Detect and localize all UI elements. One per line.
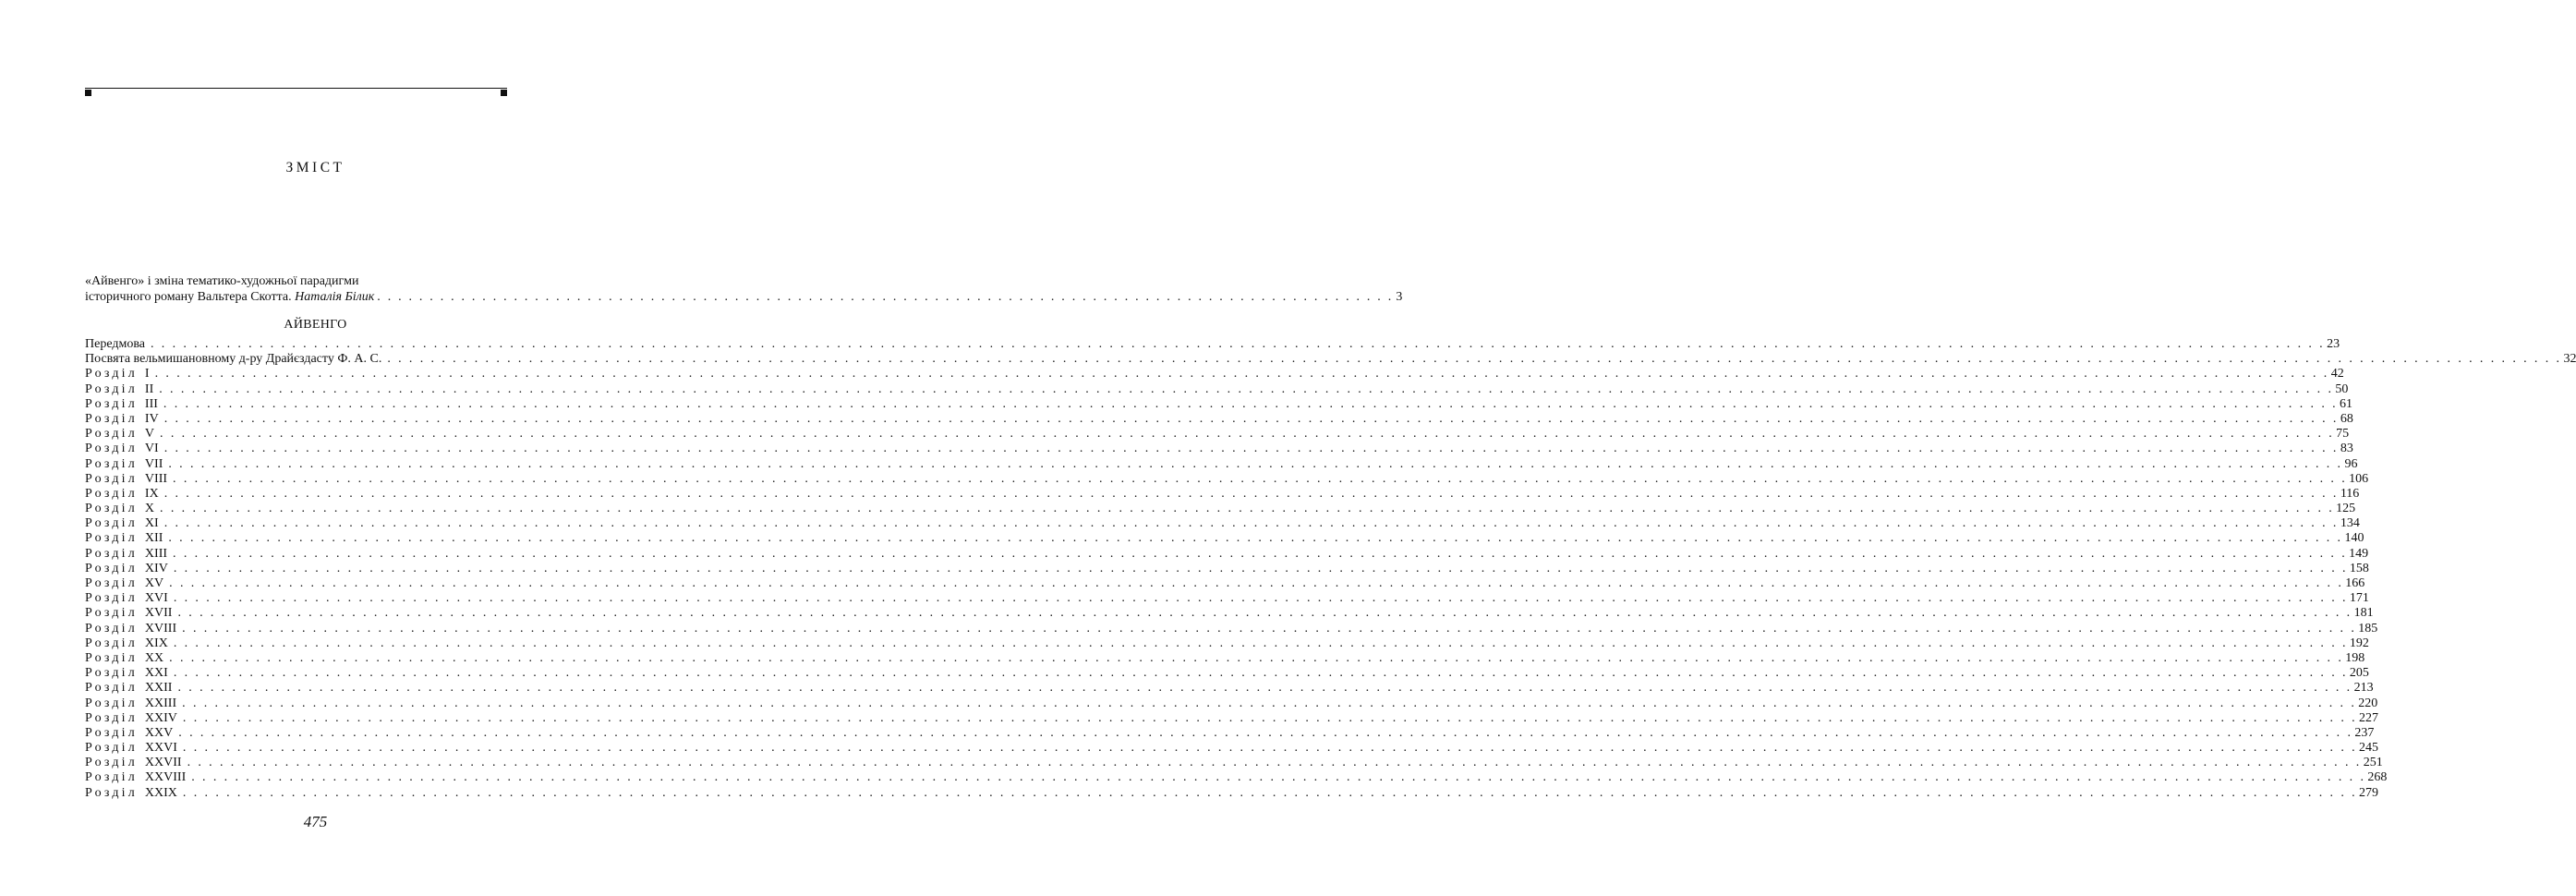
dot-leader: . . . . . . . . . . . . . . . . . . . . . . . . . . . . . . . . . . . . . . . . . . . . . . . . . . . . . . . . . . . . . . . . . . . . . . . . . . . . . . . . . . . . . . . . . . . . . . . . . . . . . . . . . . . . . . . . . . . . . . . . . . . . . . . . . . . . . . . . . . . . . . . . . . . . . . . . . . . . . . . . . . . . . . . . . . . . . . . . . . . . . . . . . . . . . . . . . . . . . . . .	[173, 561, 2348, 575]
toc-entry-page: 83	[2340, 442, 2353, 456]
toc-entry	[85, 502, 2356, 516]
toc-entry-page: 42	[2330, 367, 2344, 381]
toc-entry	[85, 381, 2349, 397]
dot-leader: . . . . . . . . . . . . . . . . . . . . . . . . . . . . . . . . . . . . . . . . . . . . . . . . . . . . . . . . . . . . . . . . . . . . . . . . . . . . . . . . . . . . . . . . . . . . . . . . . . . . . . . . . . . . . . . . . . . . . . . . . . . . . . . . . . . . . . . . . . . . . . . . . . . . . . . . . . . . . . . . . . . . . . . . . . . . . . . . . . . . . . . . . . . . . . . . . . . . . . . .	[182, 741, 2358, 756]
dot-leader: . . . . . . . . . . . . . . . . . . . . . . . . . . . . . . . . . . . . . . . . . . . . . . . . . . . . . . . . . . . . . . . . . . . . . . . . . . . . . . . . . . . . . . . . . . . . . . . . . . . . . . . . . . . . . . . . . . . . . . . . . . . . . . . . . . . . . . . . . . . . . . . . . . . . . . . . . . . . . . . . . . . . . . . . . . . . . . . . . . . . . . . . . . . . . . . . . . . . . . . .	[178, 725, 2353, 740]
toc-entry-number: XXIX	[144, 785, 177, 800]
dot-leader: . . . . . . . . . . . . . . . . . . . . . . . . . . . . . . . . . . . . . . . . . . . . . . . . . . . . . . . . . . . . . . . . . . . . . . . . . . . . . . . . . . . . . . . . . . . . . . . . . . . . . . . . . . . . . . . . . . . . . . . . . . . . . . . . . . . . . . . . . . . . . . . . . . . . . . . . . . . . . . . . . . . . . . . . . . . . . . . . . . . . . . . . . . . . . . . . . . . . . . . .	[182, 710, 2358, 725]
toc-entry-number: I	[144, 367, 150, 381]
toc-entry-label: Передмова	[85, 337, 145, 351]
toc-entry	[85, 621, 2378, 636]
toc-entry-number: XXIII	[144, 696, 177, 710]
toc-entry-page: 50	[2335, 381, 2349, 396]
toc-entry	[85, 367, 2344, 381]
toc-entry-label: Розділ	[85, 681, 138, 696]
toc-entry	[85, 516, 2360, 531]
toc-entry-number: XVII	[144, 606, 173, 621]
toc-entry-page: 251	[2363, 756, 2383, 770]
header-rule	[85, 88, 507, 89]
toc-entry-label: Розділ	[85, 502, 138, 516]
toc-entry-label: Розділ	[85, 770, 138, 785]
toc-entry	[85, 561, 2369, 576]
toc-entry-number: XXV	[144, 725, 174, 740]
toc-entry-label: Розділ	[85, 442, 138, 456]
toc-entry	[85, 427, 2350, 442]
toc-entry-page: 192	[2349, 636, 2369, 650]
dot-leader: . . . . . . . . . . . . . . . . . . . . . . . . . . . . . . . . . . . . . . . . . . . . . . . . . . . . . . . . . . . . . . . . . . . . . . . . . . . . . . . . . . . . . . . . . . . . . . . . . . . . . . . . . . . . . . . . . . . . . . . . . . . . . . . . . . . . . . . . . . . . . . . . . . . . . . . . . . . . . . . . . . . . . . . . . . . . . . . . . . . . . . . . . . . . . . . . . . . . . . . .	[163, 442, 2339, 456]
toc-entry-label: Розділ	[85, 725, 138, 740]
toc-entry	[85, 576, 2365, 591]
dot-leader: . . . . . . . . . . . . . . . . . . . . . . . . . . . . . . . . . . . . . . . . . . . . . . . . . . . . . . . . . . . . . . . . . . . . . . . . . . . . . . . . . . . . . . . . . . . . . . . . . . . . . . . . . . . . . . . . . . . . . . . . . . . . . . . . . . . . . . . . . . . . . . . . . . . . . . . . . . . . . . . . . . . . . . . . . . . . . . . . . . . . . . . . . . . . . . . . . . . . . . . .	[168, 531, 2343, 546]
toc-entry-page: 220	[2358, 696, 2378, 710]
toc-entry-number: XXI	[144, 666, 168, 681]
toc-entry-number: II	[144, 381, 154, 396]
toc-entry-number: VIII	[144, 471, 168, 486]
toc-entry-page: 185	[2358, 621, 2378, 636]
toc-entry-number: XVIII	[144, 621, 177, 636]
toc-entry-number: XXVI	[144, 741, 177, 756]
dot-leader: . . . . . . . . . . . . . . . . . . . . . . . . . . . . . . . . . . . . . . . . . . . . . . . . . . . . . . . . . . . . . . . . . . . . . . . . . . . . . . . . . . . . . . . . . . . . . . . . . . . . . . . . . . . . . . . . . . . . . . . . . . . . . . . . . . . . . . . . . . . . . . . . . . . . . . . . . . . . . . . . . . . . . . . . . . . . . . . . . . . . . . . . . . . . . . . . . . . . . . . .	[169, 576, 2344, 590]
toc-list	[85, 337, 2576, 801]
dot-leader: . . . . . . . . . . . . . . . . . . . . . . . . . . . . . . . . . . . . . . . . . . . . . . . . . . . . . . . . . . . . . . . . . . . . . . . . . . . . . . . . . . . . . . . . . . . . . . . . . . . . . . . . . . . . . . . . . . . . . . . . . . . . . . . . . . . . . . . . . . . . . . . . . . . . . . . . . . . . . . . . . . . . . . . . . . . . . . . . . . . . . . . . . . . . . . . . . . . . . . . .	[163, 411, 2339, 426]
dot-leader: . . . . . . . . . . . . . . . . . . . . . . . . . . . . . . . . . . . . . . . . . . . . . . . . . . . . . . . . . . . . . . . . . . . . . . . . . . . . . . . . . . . . . . . . . . . . . . . . . . . . . . . . . . . . . . . . . . . . . . . . . . . . . . . . . . . . . . . . . . . . . . . . . . . . . . . . . . . . . . . . . . . . . . . . . . . . . . . . . . . . . . . . . . . . . . . . . . . . . . . .	[154, 367, 2329, 381]
toc-entry	[85, 352, 2576, 367]
toc-entry-number: XIV	[144, 561, 168, 575]
toc-entry	[85, 785, 2379, 801]
toc-entry-page: 279	[2359, 785, 2379, 800]
toc-entry	[85, 442, 2353, 456]
toc-entry-page: 32	[2563, 352, 2576, 367]
toc-entry	[85, 710, 2379, 726]
toc-entry	[85, 696, 2378, 711]
toc-entry	[85, 531, 2364, 546]
intro-page: 3	[1396, 290, 1403, 304]
dot-leader: . . . . . . . . . . . . . . . . . . . . . . . . . . . . . . . . . . . . . . . . . . . . . . . . . . . . . . . . . . . . . . . . . . . . . . . . . . . . . . . . . . . . . . . . . . . . . . . . . . . . . . . . . . . . . . . . . . . . . . . . . . . . . . . . . . . . . . . . . . . . . . . . . . . . . . . . . . . . . . . . . . . . . . . . . . . . . . . . . . . . . . . . . . . . . . . . . . . . . . . .	[187, 756, 2362, 770]
toc-entry	[85, 650, 2365, 666]
dot-leader: . . . . . . . . . . . . . . . . . . . . . . . . . . . . . . . . . . . . . . . . . . . . . . . . . . . . . . . . . . . . . . . . . . . . . . . . . . . . . . . . . . . . . . . . . . . . . . . . .	[377, 290, 1394, 304]
toc-entry-number: IV	[144, 411, 159, 426]
dot-leader: . . . . . . . . . . . . . . . . . . . . . . . . . . . . . . . . . . . . . . . . . . . . . . . . . . . . . . . . . . . . . . . . . . . . . . . . . . . . . . . . . . . . . . . . . . . . . . . . . . . . . . . . . . . . . . . . . . . . . . . . . . . . . . . . . . . . . . . . . . . . . . . . . . . . . . . . . . . . . . . . . . . . . . . . . . . . . . . . . . . . . . . . . . . . . . . . . . . . . . . .	[182, 621, 2357, 636]
toc-entry-page: 68	[2340, 411, 2353, 426]
header-square-right-icon	[501, 90, 507, 96]
toc-entry	[85, 770, 2388, 785]
toc-entry-label: Розділ	[85, 471, 138, 486]
toc-entry-label: Розділ	[85, 427, 138, 442]
intro-author: Наталія Білик	[295, 290, 375, 304]
toc-entry-page: 166	[2345, 576, 2365, 590]
toc-entry-number: XI	[144, 516, 159, 531]
toc-entry-page: 181	[2353, 606, 2374, 621]
dot-leader: . . . . . . . . . . . . . . . . . . . . . . . . . . . . . . . . . . . . . . . . . . . . . . . . . . . . . . . . . . . . . . . . . . . . . . . . . . . . . . . . . . . . . . . . . . . . . . . . . . . . . . . . . . . . . . . . . . . . . . . . . . . . . . . . . . . . . . . . . . . . . . . . . . . . . . . . . . . . . . . . . . . . . . . . . . . . . . . . . . . . . . . . . . . . . . . . . . . . . . . .	[191, 770, 2366, 785]
toc-entry	[85, 681, 2374, 696]
toc-entry-number: XXII	[144, 681, 173, 696]
toc-entry-page: 149	[2349, 546, 2369, 561]
toc-entry-page: 268	[2367, 770, 2388, 785]
toc-entry-number: XXIV	[144, 710, 177, 725]
toc-entry-page: 205	[2349, 666, 2369, 681]
toc-entry-page: 245	[2359, 741, 2379, 756]
toc-entry-label: Розділ	[85, 606, 138, 621]
toc-entry-number: XXVII	[144, 756, 182, 770]
toc-entry-label: Посвята вельмишановному д-ру Драйєздасту Ф. А. С.	[85, 352, 382, 367]
page-title: ЗМІСТ	[285, 160, 345, 176]
dot-leader: . . . . . . . . . . . . . . . . . . . . . . . . . . . . . . . . . . . . . . . . . . . . . . . . . . . . . . . . . . . . . . . . . . . . . . . . . . . . . . . . . . . . . . . . . . . . . . . . . . . . . . . . . . . . . . . . . . . . . . . . . . . . . . . . . . . . . . . . . . . . . . . . . . . . . . . . . . . . . . . . . . . . . . . . . . . . . . . . . . . . . . . . . . . . . . . . . . . . . . . .	[160, 427, 2335, 442]
intro-line-2	[85, 289, 1403, 305]
toc-entry-label: Розділ	[85, 710, 138, 725]
dot-leader: . . . . . . . . . . . . . . . . . . . . . . . . . . . . . . . . . . . . . . . . . . . . . . . . . . . . . . . . . . . . . . . . . . . . . . . . . . . . . . . . . . . . . . . . . . . . . . . . . . . . . . . . . . . . . . . . . . . . . . . . . . . . . . . . . . . . . . . . . . . . . . . . . . . . . . . . . . . . . . . . . . . . . . . . . . . . . . . . . . . . . . . . . . . . . . . . . . . . . . . .	[173, 546, 2348, 561]
toc-entry-number: XVI	[144, 591, 168, 606]
intro-line-1: «Айвенго» і зміна тематико-художньої парадигми	[85, 274, 359, 288]
toc-entry-label: Розділ	[85, 531, 138, 546]
toc-entry	[85, 396, 2353, 412]
toc-entry-page: 158	[2349, 561, 2369, 575]
toc-entry-label: Розділ	[85, 396, 138, 411]
toc-entry-page: 213	[2353, 681, 2374, 696]
toc-entry	[85, 606, 2374, 621]
dot-leader: . . . . . . . . . . . . . . . . . . . . . . . . . . . . . . . . . . . . . . . . . . . . . . . . . . . . . . . . . . . . . . . . . . . . . . . . . . . . . . . . . . . . . . . . . . . . . . . . . . . . . . . . . . . . . . . . . . . . . . . . . . . . . . . . . . . . . . . . . . . . . . . . . . . . . . . . . . . . . . . . . . . . . . . . . . . . . . . . . . . . . . . . . . . . . . . . . . . . . . . .	[173, 666, 2348, 681]
dot-leader: . . . . . . . . . . . . . . . . . . . . . . . . . . . . . . . . . . . . . . . . . . . . . . . . . . . . . . . . . . . . . . . . . . . . . . . . . . . . . . . . . . . . . . . . . . . . . . . . . . . . . . . . . . . . . . . . . . . . . . . . . . . . . . . . . . . . . . . . . . . . . . . . . . . . . . . . . . . . . . . . . . . . . . . . . . . . . . . . . . . . . . . . . . . . . . . . . . . . . . . .	[163, 396, 2339, 411]
toc-entry-number: VI	[144, 442, 159, 456]
toc-entry-label: Розділ	[85, 576, 138, 590]
toc-entry-page: 125	[2336, 502, 2356, 516]
toc-entry-label: Розділ	[85, 621, 138, 636]
toc-entry-page: 75	[2336, 427, 2350, 442]
toc-entry-label: Розділ	[85, 666, 138, 681]
intro-line-2-text: історичного роману Вальтера Скотта.	[85, 290, 292, 304]
toc-entry-number: XII	[144, 531, 163, 546]
toc-entry-number: VII	[144, 456, 163, 471]
toc-entry-page: 134	[2340, 516, 2360, 531]
toc-entry-label: Розділ	[85, 636, 138, 650]
toc-entry-label: Розділ	[85, 591, 138, 606]
toc-entry-page: 227	[2359, 710, 2379, 725]
toc-entry-label: Розділ	[85, 516, 138, 531]
toc-entry	[85, 725, 2375, 741]
toc-entry-number: XX	[144, 650, 164, 665]
toc-entry-label: Розділ	[85, 381, 138, 396]
toc-entry	[85, 471, 2369, 487]
toc-entry-label: Розділ	[85, 696, 138, 710]
toc-entry-label: Розділ	[85, 456, 138, 471]
page-number: 475	[303, 813, 328, 830]
toc-entry-page: 140	[2344, 531, 2364, 546]
toc-entry	[85, 456, 2358, 472]
toc-entry-label: Розділ	[85, 367, 138, 381]
toc-entry-page: 116	[2340, 486, 2360, 501]
toc-entry	[85, 337, 2340, 352]
dot-leader: . . . . . . . . . . . . . . . . . . . . . . . . . . . . . . . . . . . . . . . . . . . . . . . . . . . . . . . . . . . . . . . . . . . . . . . . . . . . . . . . . . . . . . . . . . . . . . . . . . . . . . . . . . . . . . . . . . . . . . . . . . . . . . . . . . . . . . . . . . . . . . . . . . . . . . . . . . . . . . . . . . . . . . . . . . . . . . . . . . . . . . . . . . . . . . . . . . . . . . . .	[160, 502, 2335, 516]
dot-leader: . . . . . . . . . . . . . . . . . . . . . . . . . . . . . . . . . . . . . . . . . . . . . . . . . . . . . . . . . . . . . . . . . . . . . . . . . . . . . . . . . . . . . . . . . . . . . . . . . . . . . . . . . . . . . . . . . . . . . . . . . . . . . . . . . . . . . . . . . . . . . . . . . . . . . . . . . . . . . . . . . . . . . . . . . . . . . . . . . . . . . . . . . . . . . . . . . . . . . . . .	[168, 456, 2343, 471]
toc-entry-label: Розділ	[85, 546, 138, 561]
toc-entry-number: XIX	[144, 636, 168, 650]
toc-entry-number: X	[144, 502, 155, 516]
toc-entry	[85, 411, 2353, 427]
dot-leader: . . . . . . . . . . . . . . . . . . . . . . . . . . . . . . . . . . . . . . . . . . . . . . . . . . . . . . . . . . . . . . . . . . . . . . . . . . . . . . . . . . . . . . . . . . . . . . . . . . . . . . . . . . . . . . . . . . . . . . . . . . . . . . . . . . . . . . . . . . . . . . . . . . . . . . . . . . . . . . . . . . . . . . . . . . . . . . . . . . . . . . . . . . . . . . . . . . . . . . . .	[163, 516, 2339, 531]
dot-leader: . . . . . . . . . . . . . . . . . . . . . . . . . . . . . . . . . . . . . . . . . . . . . . . . . . . . . . . . . . . . . . . . . . . . . . . . . . . . . . . . . . . . . . . . . . . . . . . . . . . . . . . . . . . . . . . . . . . . . . . . . . . . . . . . . . . . . . . . . . . . . . . . . . . . . . . . . . . . . . . . . . . . . . . . . . . . . . . . . . . . . . . . . . . . . . . . . . . . . . . .	[177, 606, 2352, 621]
dot-leader: . . . . . . . . . . . . . . . . . . . . . . . . . . . . . . . . . . . . . . . . . . . . . . . . . . . . . . . . . . . . . . . . . . . . . . . . . . . . . . . . . . . . . . . . . . . . . . . . . . . . . . . . . . . . . . . . . . . . . . . . . . . . . . . . . . . . . . . . . . . . . . . . . . . . . . . . . . . . . . . . . . . . . . . . . . . . . . . . . . . . . . . . . . . . . . . . . . . . . . . .	[177, 681, 2352, 696]
dot-leader: . . . . . . . . . . . . . . . . . . . . . . . . . . . . . . . . . . . . . . . . . . . . . . . . . . . . . . . . . . . . . . . . . . . . . . . . . . . . . . . . . . . . . . . . . . . . . . . . . . . . . . . . . . . . . . . . . . . . . . . . . . . . . . . . . . . . . . . . . . . . . . . . . . . . . . . . . . . . . . . . . . . . . . . . . . . . . . . . . . . . . . . . . . . . . . . . . . . . . . . .	[169, 650, 2344, 665]
toc-entry-page: 96	[2344, 456, 2358, 471]
toc-entry	[85, 546, 2369, 562]
toc-entry	[85, 756, 2383, 770]
toc-entry-number: XIII	[144, 546, 168, 561]
toc-entry-label: Розділ	[85, 756, 138, 770]
dot-leader: . . . . . . . . . . . . . . . . . . . . . . . . . . . . . . . . . . . . . . . . . . . . . . . . . . . . . . . . . . . . . . . . . . . . . . . . . . . . . . . . . . . . . . . . . . . . . . . . . . . . . . . . . . . . . . . . . . . . . . . . . . . . . . . . . . . . . . . . . . . . . . . . . . . . . . . . . . . . . . . . . . . . . . . . . . . . . . . . . . . . . . . . . . . . . . . . . . . . . . . .	[173, 636, 2348, 650]
toc-entry-label: Розділ	[85, 561, 138, 575]
toc-entry	[85, 486, 2360, 502]
toc-entry-label: Розділ	[85, 741, 138, 756]
dot-leader: . . . . . . . . . . . . . . . . . . . . . . . . . . . . . . . . . . . . . . . . . . . . . . . . . . . . . . . . . . . . . . . . . . . . . . . . . . . . . . . . . . . . . . . . . . . . . . . . . . . . . . . . . . . . . . . . . . . . . . . . . . . . . . . . . . . . . . . . . . . . . . . . . . . . . . . . . . . . . . . . . . . . . . . . . . . . . . . . . . . . . . . . . . . . . . . . . . . . . . . .	[173, 471, 2348, 486]
dot-leader: . . . . . . . . . . . . . . . . . . . . . . . . . . . . . . . . . . . . . . . . . . . . . . . . . . . . . . . . . . . . . . . . . . . . . . . . . . . . . . . . . . . . . . . . . . . . . . . . . . . . . . . . . . . . . . . . . . . . . . . . . . . . . . . . . . . . . . . . . . . . . . . . . . . . . . . . . . . . . . . . . . . . . . . . . . . . . . . . . . . . . . . . . . . . . . . . . . . . . . . .	[387, 352, 2562, 367]
toc-entry-page: 61	[2340, 396, 2353, 411]
dot-leader: . . . . . . . . . . . . . . . . . . . . . . . . . . . . . . . . . . . . . . . . . . . . . . . . . . . . . . . . . . . . . . . . . . . . . . . . . . . . . . . . . . . . . . . . . . . . . . . . . . . . . . . . . . . . . . . . . . . . . . . . . . . . . . . . . . . . . . . . . . . . . . . . . . . . . . . . . . . . . . . . . . . . . . . . . . . . . . . . . . . . . . . . . . . . . . . . . . . . . . . .	[182, 696, 2357, 710]
toc-entry-number: XXVIII	[144, 770, 187, 785]
header-square-left-icon	[85, 90, 91, 96]
toc-entry	[85, 591, 2369, 606]
toc-entry-number: III	[144, 396, 158, 411]
section-title: АЙВЕНГО	[284, 318, 347, 332]
dot-leader: . . . . . . . . . . . . . . . . . . . . . . . . . . . . . . . . . . . . . . . . . . . . . . . . . . . . . . . . . . . . . . . . . . . . . . . . . . . . . . . . . . . . . . . . . . . . . . . . . . . . . . . . . . . . . . . . . . . . . . . . . . . . . . . . . . . . . . . . . . . . . . . . . . . . . . . . . . . . . . . . . . . . . . . . . . . . . . . . . . . . . . . . . . . . . . . . . . . . . . . .	[150, 337, 2326, 351]
toc-entry-label: Розділ	[85, 650, 138, 665]
dot-leader: . . . . . . . . . . . . . . . . . . . . . . . . . . . . . . . . . . . . . . . . . . . . . . . . . . . . . . . . . . . . . . . . . . . . . . . . . . . . . . . . . . . . . . . . . . . . . . . . . . . . . . . . . . . . . . . . . . . . . . . . . . . . . . . . . . . . . . . . . . . . . . . . . . . . . . . . . . . . . . . . . . . . . . . . . . . . . . . . . . . . . . . . . . . . . . . . . . . . . . . .	[159, 381, 2334, 396]
dot-leader: . . . . . . . . . . . . . . . . . . . . . . . . . . . . . . . . . . . . . . . . . . . . . . . . . . . . . . . . . . . . . . . . . . . . . . . . . . . . . . . . . . . . . . . . . . . . . . . . . . . . . . . . . . . . . . . . . . . . . . . . . . . . . . . . . . . . . . . . . . . . . . . . . . . . . . . . . . . . . . . . . . . . . . . . . . . . . . . . . . . . . . . . . . . . . . . . . . . . . . . .	[163, 486, 2339, 501]
toc-entry	[85, 666, 2369, 681]
toc-entry-number: XV	[144, 576, 164, 590]
toc-entry-number: V	[144, 427, 155, 442]
toc-entry	[85, 741, 2379, 756]
toc-entry-page: 106	[2349, 471, 2369, 486]
dot-leader: . . . . . . . . . . . . . . . . . . . . . . . . . . . . . . . . . . . . . . . . . . . . . . . . . . . . . . . . . . . . . . . . . . . . . . . . . . . . . . . . . . . . . . . . . . . . . . . . . . . . . . . . . . . . . . . . . . . . . . . . . . . . . . . . . . . . . . . . . . . . . . . . . . . . . . . . . . . . . . . . . . . . . . . . . . . . . . . . . . . . . . . . . . . . . . . . . . . . . . . .	[173, 591, 2348, 606]
toc-entry-label: Розділ	[85, 486, 138, 501]
toc-entry-label: Розділ	[85, 785, 138, 800]
toc-entry-page: 198	[2345, 650, 2365, 665]
dot-leader: . . . . . . . . . . . . . . . . . . . . . . . . . . . . . . . . . . . . . . . . . . . . . . . . . . . . . . . . . . . . . . . . . . . . . . . . . . . . . . . . . . . . . . . . . . . . . . . . . . . . . . . . . . . . . . . . . . . . . . . . . . . . . . . . . . . . . . . . . . . . . . . . . . . . . . . . . . . . . . . . . . . . . . . . . . . . . . . . . . . . . . . . . . . . . . . . . . . . . . . .	[182, 785, 2358, 800]
toc-entry	[85, 636, 2369, 651]
toc-entry-page: 237	[2354, 725, 2375, 740]
toc-entry-number: IX	[144, 486, 159, 501]
intro-entry	[85, 273, 1403, 305]
toc-entry-label: Розділ	[85, 411, 138, 426]
toc-entry-page: 23	[2327, 337, 2340, 351]
toc-entry-page: 171	[2349, 591, 2369, 606]
